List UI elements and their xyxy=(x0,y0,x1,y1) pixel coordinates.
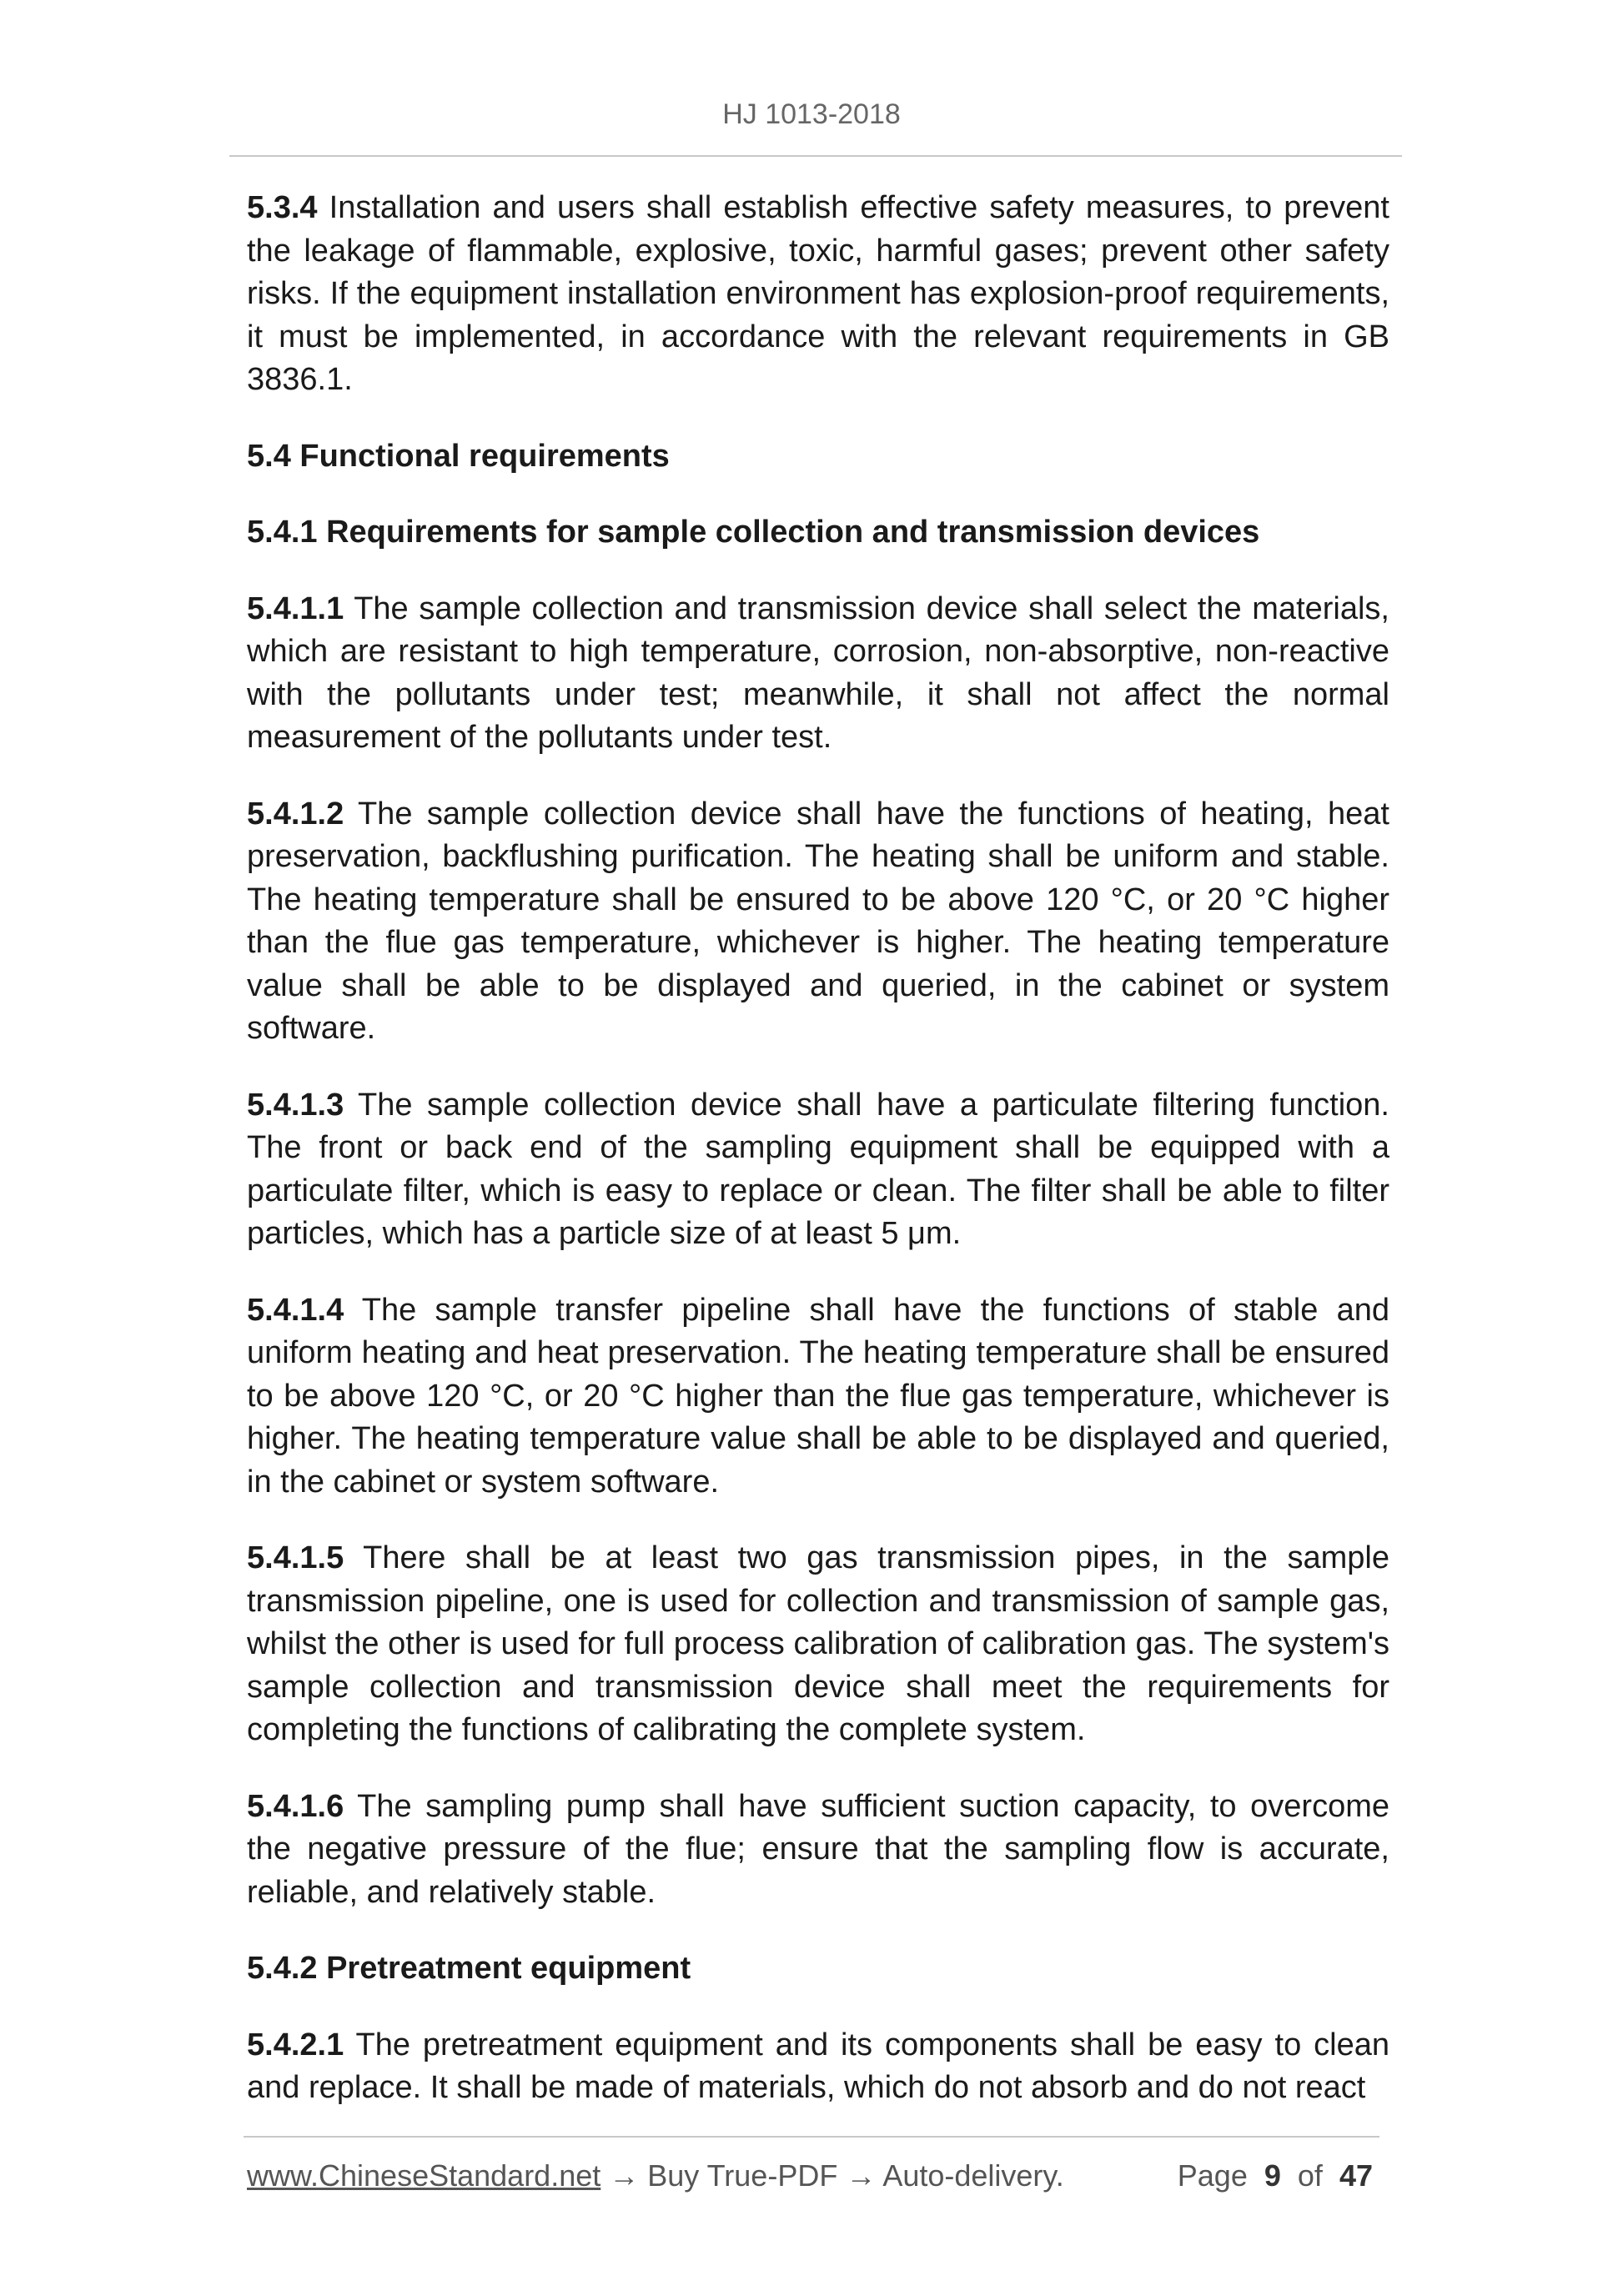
clause-number: 5.4.1.3 xyxy=(247,1087,344,1123)
website-link[interactable]: www.ChineseStandard.net xyxy=(247,2158,601,2193)
clause-text: The sample transfer pipeline shall have the functions of stable and uniform heating and heat preservation. The heating temperature shall be ensured to be above 120 °C, or 20 °C higher than the flue gas temperature, whichever is higher. The heating temperature value shall be able to be displayed and queried, in the cabinet or system software. xyxy=(247,1292,1389,1500)
clause-text: The sample collection and transmission device shall select the materials, which are resistant to high temperature, corrosion, non-absorptive, non-reactive with the pollutants under test; meanwhile, it shall not affect the normal measurement of the pollutants under test. xyxy=(247,590,1389,755)
clause-number: 5.4.1.5 xyxy=(247,1540,344,1575)
clause-number: 5.4.1.4 xyxy=(247,1292,344,1328)
section-heading-5-4: 5.4 Functional requirements xyxy=(247,438,670,474)
clause-5-4-2-1 xyxy=(247,2024,1389,2110)
clause-number: 5.4.2.1 xyxy=(247,2027,344,2062)
page-label: Page xyxy=(1177,2158,1248,2193)
clause-5-3-4 xyxy=(247,187,1389,402)
clause-text: Installation and users shall establish effective safety measures, to prevent the leakage of flammable, explosive, toxic, harmful gases; prevent other safety risks. If the equipment installation environment has explosion-proof requirements, it must be implemented, in accordance with the relevant requirements in GB 3836.1. xyxy=(247,190,1389,397)
footer-tagline: → Buy True-PDF → Auto-delivery. xyxy=(600,2158,1064,2193)
clause-number: 5.4.1.6 xyxy=(247,1788,344,1824)
clause-5-4-1-5 xyxy=(247,1537,1389,1752)
page-total: 47 xyxy=(1339,2158,1373,2193)
clause-text: The sample collection device shall have a particulate filtering function. The front or back end of the sampling equipment shall be equipped with a particulate filter, which is easy to replace or clean. The filter shall be able to filter particles, which has a particle size of at least 5 μm. xyxy=(247,1087,1389,1251)
header-divider xyxy=(229,155,1402,157)
clause-number: 5.4.1.2 xyxy=(247,796,344,831)
clause-5-4-1-6 xyxy=(247,1786,1389,1915)
clause-text: The pretreatment equipment and its components shall be easy to clean and replace. It shall be made of materials, which do not absorb and do not react xyxy=(247,2027,1389,2105)
document-header: HJ 1013-2018 xyxy=(722,98,901,130)
section-heading-5-4-1: 5.4.1 Requirements for sample collection and transmission devices xyxy=(247,515,1260,550)
footer-promo xyxy=(247,2158,1064,2193)
clause-text: There shall be at least two gas transmission pipes, in the sample transmission pipeline, one is used for collection and transmission of sample gas, whilst the other is used for full process calibration of calibration gas. The system's sample collection and transmission device shall meet the requirements for completing the functions of calibrating the complete system. xyxy=(247,1540,1389,1747)
section-heading-5-4-2: 5.4.2 Pretreatment equipment xyxy=(247,1951,691,1986)
clause-5-4-1-4 xyxy=(247,1289,1389,1505)
footer-divider xyxy=(244,2136,1379,2138)
clause-5-4-1-3 xyxy=(247,1084,1389,1256)
page-footer xyxy=(247,2158,1381,2200)
page-of-label: of xyxy=(1297,2158,1323,2193)
clause-5-4-1-1 xyxy=(247,588,1389,760)
document-body xyxy=(247,187,1389,2143)
page-indicator xyxy=(1178,2158,1373,2193)
clause-text: The sample collection device shall have the functions of heating, heat preservation, backflushing purification. The heating shall be uniform and stable. The heating temperature shall be ensured to be above 120 °C, or 20 °C higher than the flue gas temperature, whichever is higher. The heating temperature value shall be able to be displayed and queried, in the cabinet or system software. xyxy=(247,796,1389,1046)
page-current: 9 xyxy=(1264,2158,1281,2193)
clause-number: 5.3.4 xyxy=(247,190,318,225)
clause-text: The sampling pump shall have sufficient suction capacity, to overcome the negative pressure of the flue; ensure that the sampling flow is accurate, reliable, and relatively stable. xyxy=(247,1788,1389,1910)
clause-number: 5.4.1.1 xyxy=(247,590,344,626)
clause-5-4-1-2 xyxy=(247,793,1389,1051)
